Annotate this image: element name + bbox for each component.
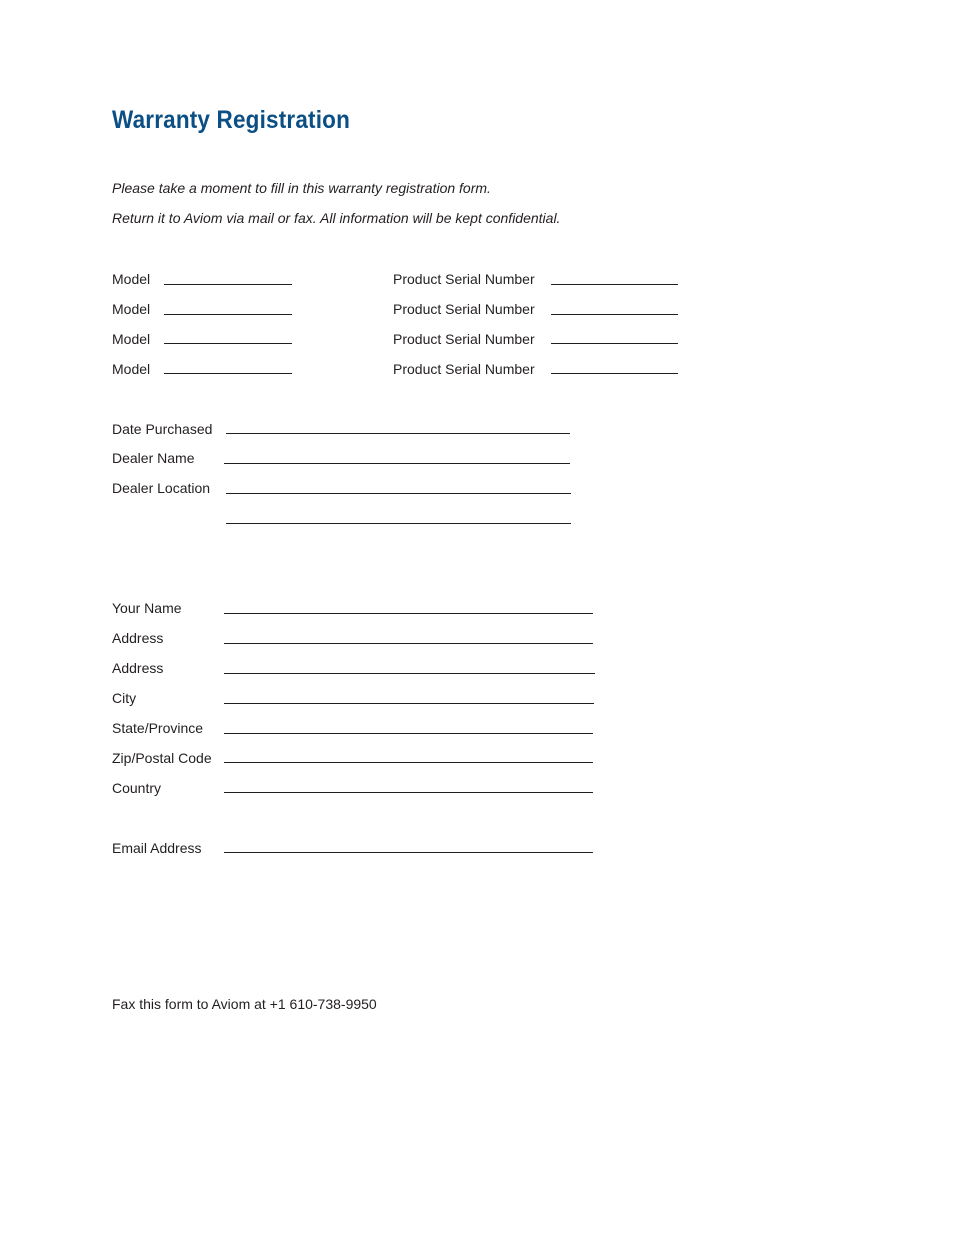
- model-label: Model: [112, 271, 151, 287]
- country-field[interactable]: [224, 792, 593, 793]
- city-field[interactable]: [224, 703, 594, 704]
- serial-number-field[interactable]: [551, 284, 678, 285]
- serial-number-label: Product Serial Number: [393, 331, 535, 347]
- serial-number-field[interactable]: [551, 343, 678, 344]
- serial-number-label: Product Serial Number: [393, 301, 535, 317]
- model-field[interactable]: [164, 373, 292, 374]
- model-label: Model: [112, 301, 151, 317]
- serial-number-label: Product Serial Number: [393, 361, 535, 377]
- zip-postal-code-field[interactable]: [224, 762, 593, 763]
- address-label: Address: [112, 630, 164, 646]
- serial-number-field[interactable]: [551, 314, 678, 315]
- page-title: Warranty Registration: [112, 106, 350, 134]
- your-name-field[interactable]: [224, 613, 593, 614]
- city-label: City: [112, 690, 137, 706]
- your-name-label: Your Name: [112, 600, 182, 616]
- model-field[interactable]: [164, 314, 292, 315]
- dealer-name-field[interactable]: [224, 463, 570, 464]
- address-field-2[interactable]: [224, 673, 595, 674]
- fax-instructions: Fax this form to Aviom at +1 610-738-9950: [112, 996, 377, 1012]
- model-label: Model: [112, 331, 151, 347]
- dealer-location-field-line-2[interactable]: [226, 523, 571, 524]
- model-field[interactable]: [164, 343, 292, 344]
- country-label: Country: [112, 780, 162, 796]
- zip-postal-code-label: Zip/Postal Code: [112, 750, 212, 766]
- email-address-field[interactable]: [224, 852, 593, 853]
- dealer-name-label: Dealer Name: [112, 450, 195, 466]
- dealer-location-label: Dealer Location: [112, 480, 211, 496]
- serial-number-field[interactable]: [551, 373, 678, 374]
- date-purchased-label: Date Purchased: [112, 421, 213, 437]
- address-field[interactable]: [224, 643, 593, 644]
- model-label: Model: [112, 361, 151, 377]
- state-province-field[interactable]: [224, 733, 593, 734]
- model-field[interactable]: [164, 284, 292, 285]
- address-label-2: Address: [112, 660, 164, 676]
- state-province-label: State/Province: [112, 720, 204, 736]
- date-purchased-field[interactable]: [226, 433, 570, 434]
- dealer-location-field[interactable]: [226, 493, 571, 494]
- intro-text-line-2: Return it to Aviom via mail or fax. All information will be kept confidential.: [112, 210, 561, 226]
- intro-text-line-1: Please take a moment to fill in this warranty registration form.: [112, 180, 491, 196]
- email-address-label: Email Address: [112, 840, 202, 856]
- serial-number-label: Product Serial Number: [393, 271, 535, 287]
